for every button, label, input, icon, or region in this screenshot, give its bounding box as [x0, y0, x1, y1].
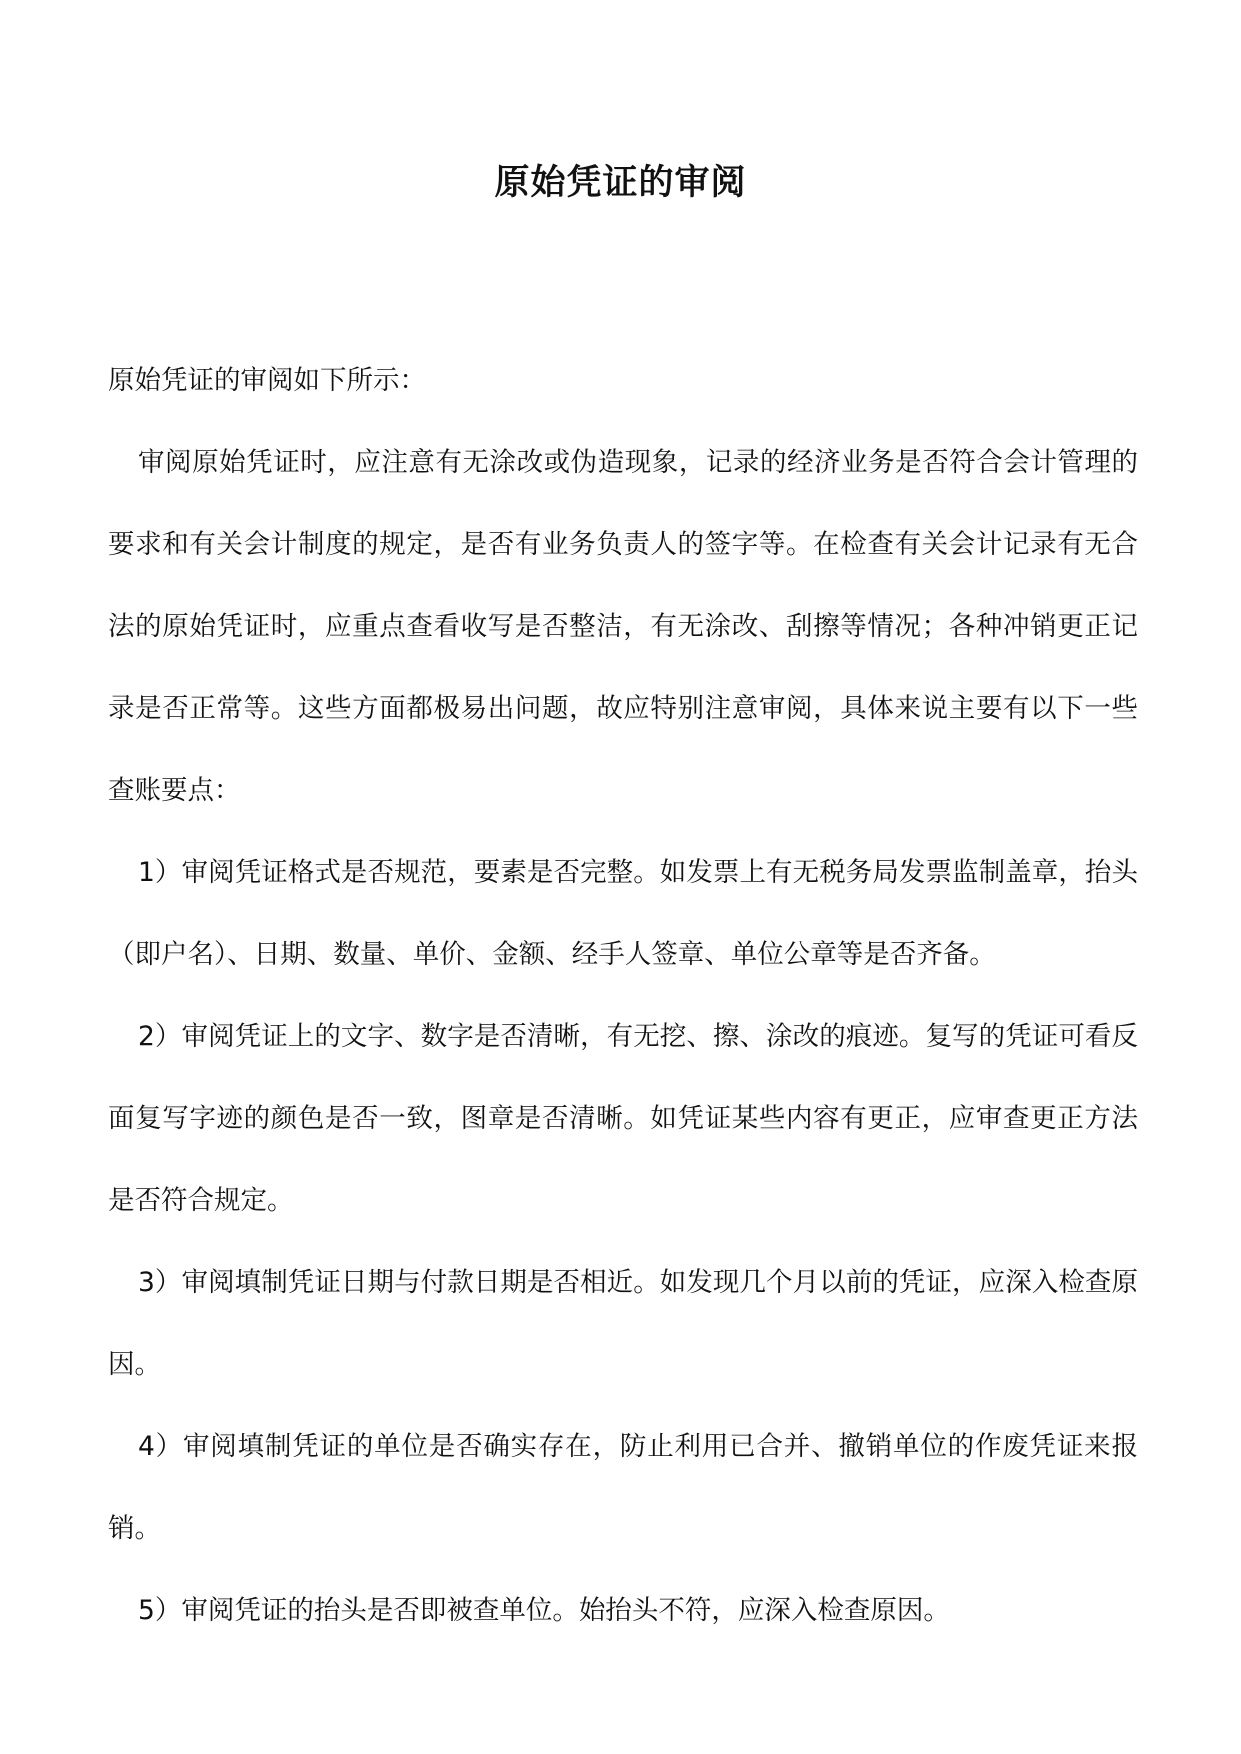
overview-paragraph: 审阅原始凭证时，应注意有无涂改或伪造现象，记录的经济业务是否符合会计管理的要求和有关会计制度的规定，是否有业务负责人的签字等。在检查有关会计记录有无合法的原始凭证时，应重点查看收写是否整洁，有无涂改、刮擦等情况；各种冲销更正记录是否正常等。这些方面都极易出问题，故应特别注意审阅，具体来说主要有以下一些查账要点：: [108, 447, 1138, 806]
point-4-paragraph: 4）审阅填制凭证的单位是否确实存在，防止利用已合并、撤销单位的作废凭证来报销。: [108, 1431, 1138, 1544]
document-title: 原始凭证的审阅: [494, 163, 747, 203]
document-body: [108, 340, 1138, 1652]
intro-paragraph: 原始凭证的审阅如下所示：: [108, 365, 426, 396]
point-5-paragraph: 5）审阅凭证的抬头是否即被查单位。始抬头不符，应深入检查原因。: [138, 1595, 950, 1626]
point-1-paragraph: 1）审阅凭证格式是否规范，要素是否完整。如发票上有无税务局发票监制盖章，抬头（即户名）、日期、数量、单价、金额、经手人签章、单位公章等是否齐备。: [108, 857, 1138, 970]
point-3-paragraph: 3）审阅填制凭证日期与付款日期是否相近。如发现几个月以前的凭证，应深入检查原因。: [108, 1267, 1138, 1380]
point-2-paragraph: 2）审阅凭证上的文字、数字是否清晰，有无挖、擦、涂改的痕迹。复写的凭证可看反面复写字迹的颜色是否一致，图章是否清晰。如凭证某些内容有更正，应审查更正方法是否符合规定。: [108, 1021, 1138, 1216]
